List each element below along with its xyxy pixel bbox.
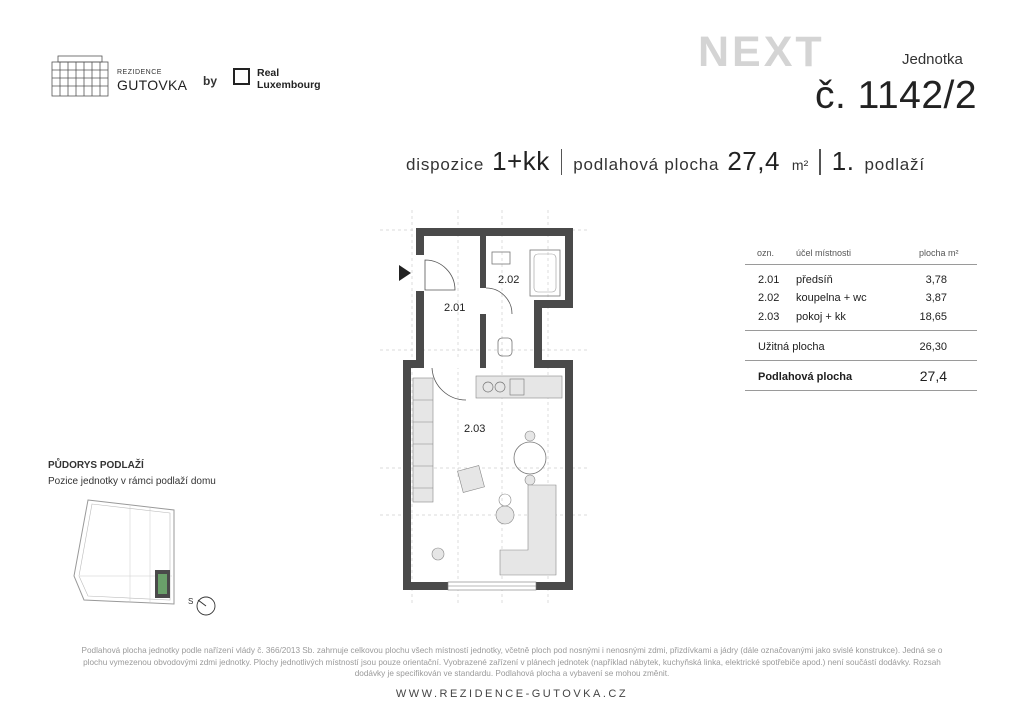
room-label-2-02: 2.02 <box>498 274 520 286</box>
mini-plan-title: PŮDORYS PODLAŽÍ <box>48 460 144 471</box>
usable-area-value: 26,30 <box>919 341 947 353</box>
floor-area-label: Podlahová plocha <box>758 371 853 383</box>
table-row-name: koupelna + wc <box>796 292 867 304</box>
table-row-area: 18,65 <box>919 311 947 323</box>
brand-by: by <box>203 74 218 88</box>
table-header-name: účel místnosti <box>796 248 852 258</box>
disclaimer-line: Podlahová plocha jednotky podle nařízení vlády č. 366/2013 Sb. zahrnuje celkovou plochu všech místností jednotky, včetně ploch pod nosnými i nenosnými zdmi, přizdívkami a jádry (dále označovanými jako svislé konstrukce). Jedná se o <box>81 646 943 655</box>
compass-letter: S <box>188 597 194 606</box>
armchair <box>458 466 485 493</box>
table-row-id: 2.03 <box>758 311 780 323</box>
table-row-id: 2.02 <box>758 292 780 304</box>
partner-name-line2: Luxembourg <box>257 79 321 91</box>
layout-label: dispozice <box>406 155 485 174</box>
coffee-table <box>496 506 514 524</box>
room-label-2-01: 2.01 <box>444 302 466 314</box>
partner-name-line1: Real <box>257 67 280 79</box>
area-value: 27,4 <box>727 146 780 176</box>
disclaimer-line: plochu vymezenou obvodovými zdmi jednotky. Plochy jednotlivých místností jsou pouze orientační. Vyobrazené zařízení v plánech jednotek (například nábytek, kuchyňská linka, elektrické spotřebiče apod.) není součástí dodávky. Rozsah <box>83 657 941 667</box>
unit-label: Jednotka <box>902 51 963 68</box>
table-divider <box>745 360 977 361</box>
table-divider <box>745 330 977 331</box>
disclaimer <box>40 645 984 680</box>
table-divider <box>745 390 977 391</box>
layout-value: 1+kk <box>492 146 550 176</box>
table-row-area: 3,87 <box>925 292 947 304</box>
table-header-id: ozn. <box>757 248 775 258</box>
usable-area-label: Užitná plocha <box>758 341 825 353</box>
table-divider <box>745 264 977 265</box>
sofa <box>500 485 556 575</box>
table-row-name: předsíň <box>796 274 833 286</box>
floor-label: podlaží <box>864 155 925 174</box>
mini-plan-subtitle: Pozice jednotky v rámci podlaží domu <box>48 476 216 487</box>
website-link[interactable]: WWW.REZIDENCE-GUTOVKA.CZ <box>395 688 629 700</box>
table-row-area: 3,78 <box>925 274 947 286</box>
floor-value: 1. <box>831 146 855 176</box>
area-unit: m² <box>791 157 809 173</box>
disclaimer-line: dodávky je specifikován ve standardu. Podlahová plocha a vybavení se mohou změnit. <box>354 669 670 678</box>
unit-number: č. 1142/2 <box>815 74 978 117</box>
room-label-2-03: 2.03 <box>464 423 486 435</box>
desk-chair <box>432 548 444 560</box>
brand-small-text: REZIDENCE <box>117 69 162 76</box>
table-header-area: plocha m² <box>919 248 959 258</box>
floor-area-value: 27,4 <box>919 368 947 384</box>
table-row-name: pokoj + kk <box>796 311 846 323</box>
agency-logo: NEXT <box>698 28 825 76</box>
dining-table <box>514 442 546 474</box>
brand-name: GUTOVKA <box>117 77 188 93</box>
mini-floor-plan <box>40 494 230 624</box>
area-label: podlahová plocha <box>573 155 720 174</box>
table-row-id: 2.01 <box>758 274 780 286</box>
